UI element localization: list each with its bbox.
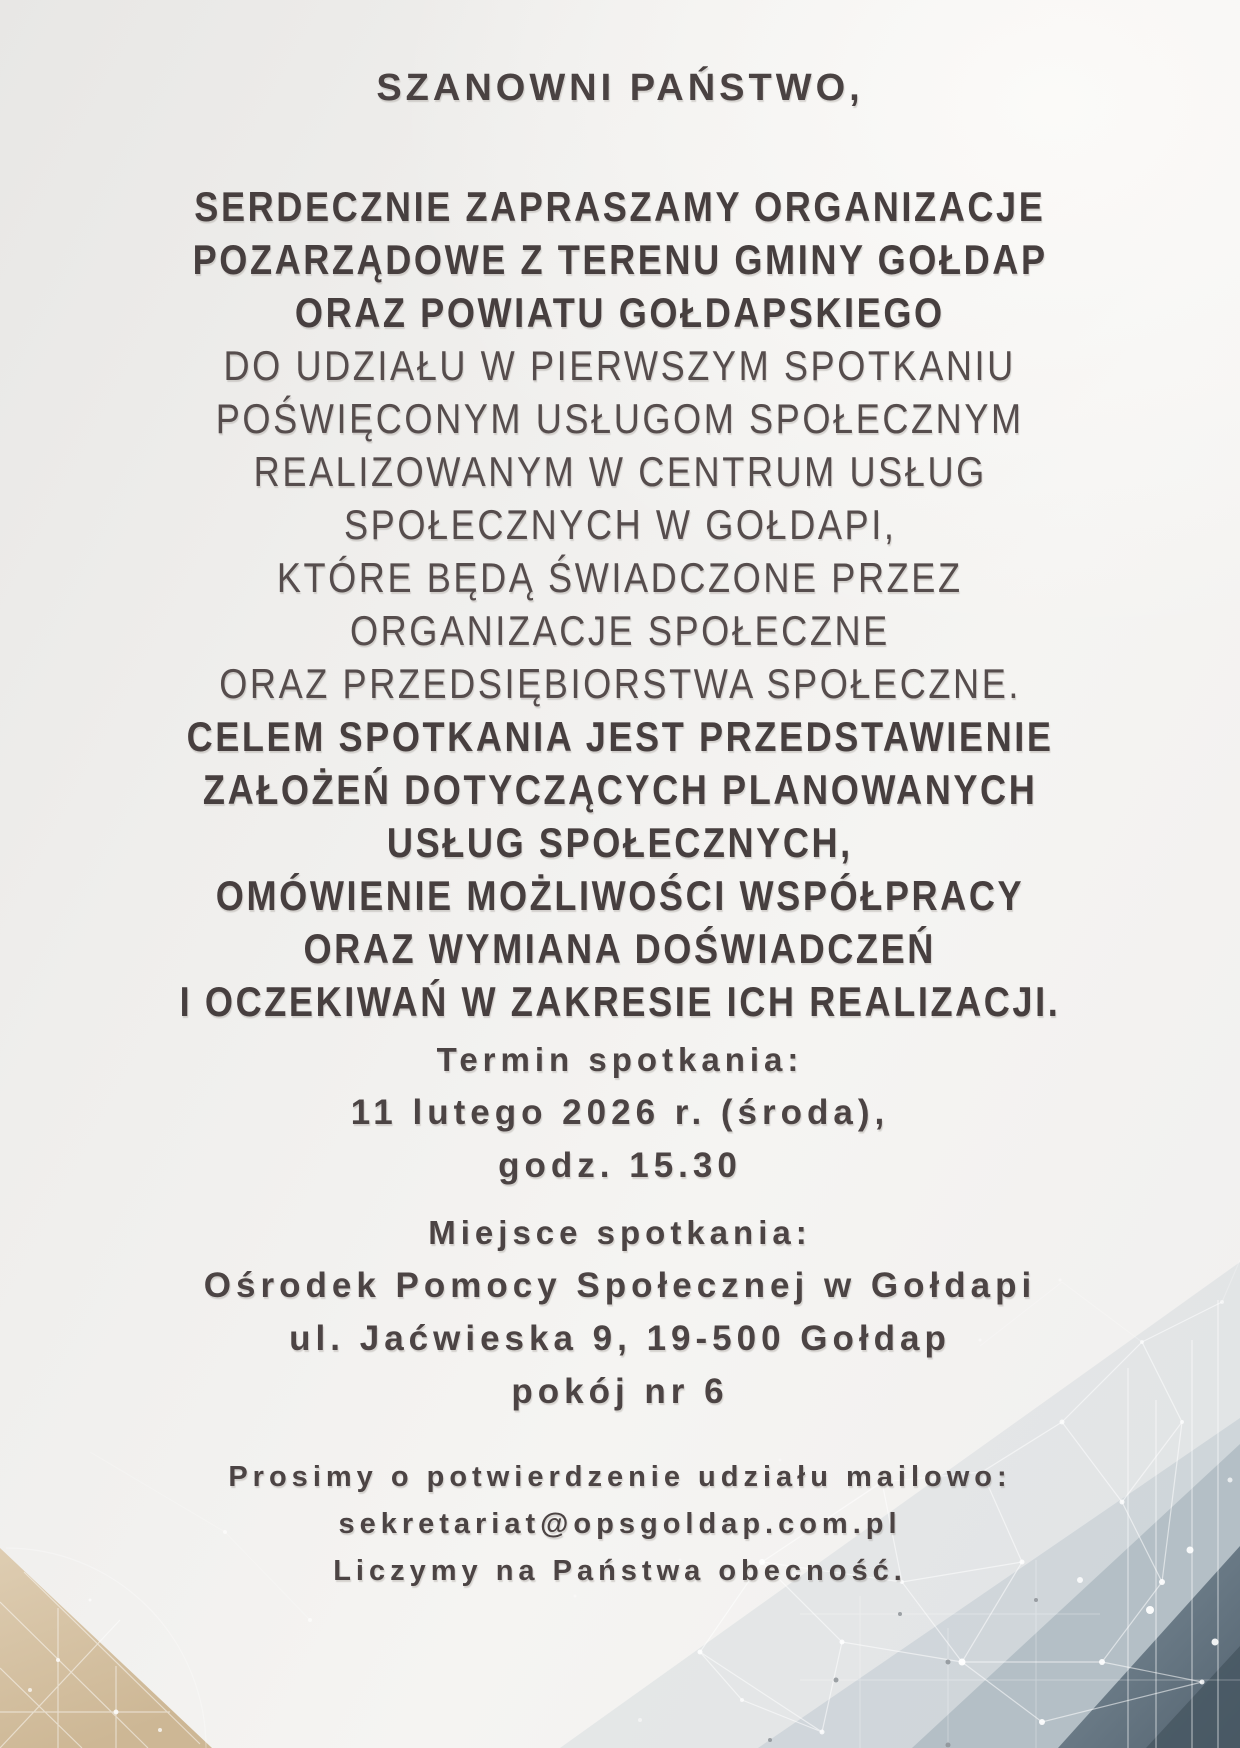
invitation-detail-text: REALIZOWANYM W CENTRUM USŁUG [253,448,987,495]
invitation-line [0,180,1240,233]
invitation-line [0,233,1240,286]
purpose-line [0,869,1240,922]
venue-room: pokój nr 6 [511,1372,729,1411]
schedule-date: 11 lutego 2026 r. (środa), [350,1093,890,1132]
rsvp-section [0,1454,1240,1595]
purpose-line-text: USŁUG SPOŁECZNYCH, [387,819,853,866]
purpose-line [0,816,1240,869]
venue-address: ul. Jaćwieska 9, 19-500 Gołdap [289,1319,951,1358]
invitation-detail-line [0,445,1240,498]
venue-section [0,1206,1240,1418]
purpose-line [0,975,1240,1028]
venue-heading: Miejsce spotkania: [428,1214,812,1251]
invitation-detail-line [0,604,1240,657]
invitation-detail-text: DO UDZIAŁU W PIERWSZYM SPOTKANIU [223,342,1017,389]
invitation-block [0,180,1240,1028]
invitation-detail-line [0,339,1240,392]
greeting-text: SZANOWNI PAŃSTWO, [376,67,864,109]
invitation-detail-text: ORAZ PRZEDSIĘBIORSTWA SPOŁECZNE. [219,660,1021,707]
invitation-detail-text: KTÓRE BĘDĄ ŚWIADCZONE PRZEZ [277,554,963,601]
purpose-line-text: OMÓWIENIE MOŻLIWOŚCI WSPÓŁPRACY [215,872,1025,919]
invitation-line-text: POZARZĄDOWE Z TERENU GMINY GOŁDAP [192,236,1048,283]
invitation-detail-line [0,392,1240,445]
schedule-time: godz. 15.30 [498,1146,742,1185]
invitation-line [0,286,1240,339]
invitation-detail-text: POŚWIĘCONYM USŁUGOM SPOŁECZNYM [216,395,1024,442]
invitation-line-text: ORAZ POWIATU GOŁDAPSKIEGO [295,289,945,336]
purpose-line-text: CELEM SPOTKANIA JEST PRZEDSTAWIENIE [186,713,1054,760]
invitation-detail-line [0,551,1240,604]
purpose-line-text: ORAZ WYMIANA DOŚWIADCZEŃ [303,925,937,972]
rsvp-request: Prosimy o potwierdzenie udziału mailowo: [228,1461,1012,1493]
purpose-line [0,922,1240,975]
purpose-line-text: I OCZEKIWAŃ W ZAKRESIE ICH REALIZACJI. [179,978,1061,1025]
purpose-line-text: ZAŁOŻEŃ DOTYCZĄCYCH PLANOWANYCH [202,766,1038,813]
schedule-section [0,1033,1240,1192]
invitation-line-text: SERDECZNIE ZAPRASZAMY ORGANIZACJE [194,183,1046,230]
schedule-heading: Termin spotkania: [436,1041,804,1078]
purpose-line [0,763,1240,816]
invitation-detail-text: SPOŁECZNYCH W GOŁDAPI, [343,501,897,548]
invitation-detail-text: ORGANIZACJE SPOŁECZNE [350,607,890,654]
email-address: sekretariat@opsgoldap.com.pl [338,1508,902,1540]
invitation-detail-line [0,498,1240,551]
venue-name: Ośrodek Pomocy Społecznej w Gołdapi [203,1266,1037,1305]
invitation-detail-line [0,657,1240,710]
purpose-line [0,710,1240,763]
rsvp-closing: Liczymy na Państwa obecność. [333,1555,907,1587]
